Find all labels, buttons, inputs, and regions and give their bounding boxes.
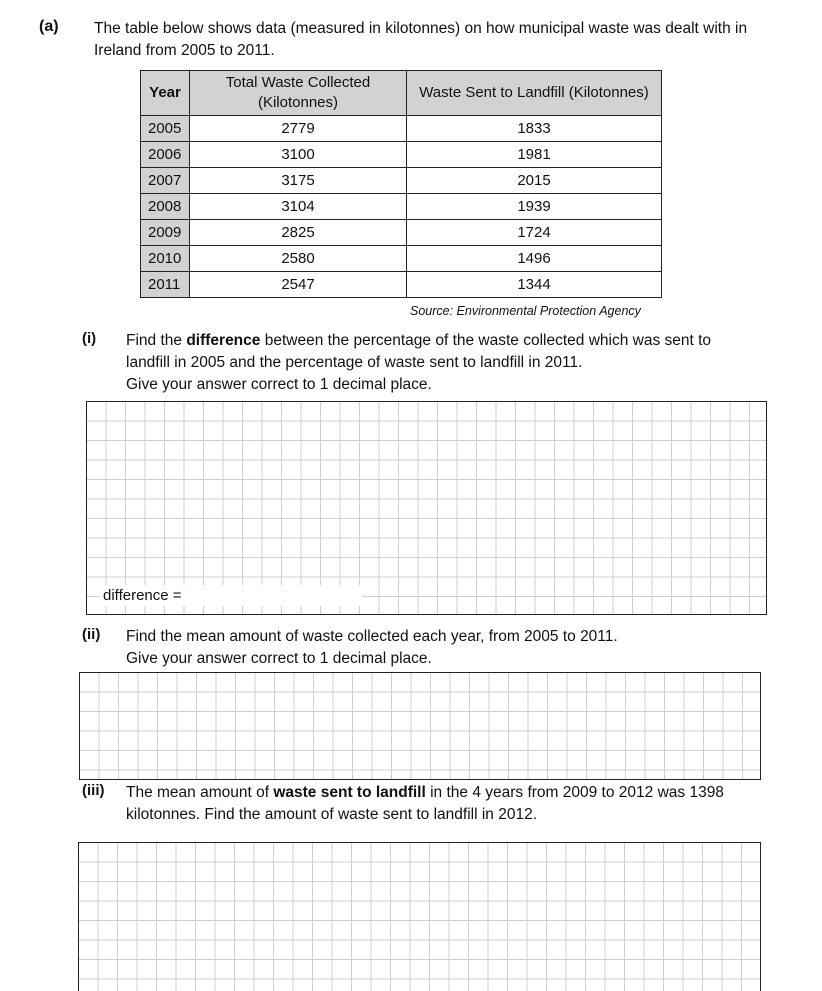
landfill-cell: 1496 (407, 246, 662, 272)
question-i-bold: difference (186, 332, 261, 349)
header-total-waste: Total Waste Collected (Kilotonnes) (190, 71, 407, 116)
part-label: (a) (39, 18, 59, 35)
table-row (141, 194, 662, 220)
question-i-text (126, 330, 746, 396)
total-waste-cell: 2547 (190, 272, 407, 298)
answer-box-i[interactable] (86, 401, 767, 615)
header-landfill: Waste Sent to Landfill (Kilotonnes) (407, 71, 662, 116)
landfill-cell: 1344 (407, 272, 662, 298)
question-iii-bold: waste sent to landfill (273, 784, 426, 801)
waste-data-table (140, 70, 662, 298)
year-cell: 2006 (141, 142, 190, 168)
year-cell: 2009 (141, 220, 190, 246)
question-iii-text (126, 782, 726, 826)
year-cell: 2007 (141, 168, 190, 194)
year-cell: 2008 (141, 194, 190, 220)
header-year: Year (141, 71, 190, 116)
landfill-cell: 2015 (407, 168, 662, 194)
question-i-line2: Give your answer correct to 1 decimal place. (126, 376, 432, 393)
question-iii-label: (iii) (82, 782, 105, 799)
table-row (141, 220, 662, 246)
table-row (141, 142, 662, 168)
question-ii-line2: Give your answer correct to 1 decimal place. (126, 650, 432, 667)
landfill-cell: 1724 (407, 220, 662, 246)
question-i-text-before: Find the (126, 332, 187, 349)
difference-answer-label: difference = (99, 585, 362, 606)
landfill-cell: 1833 (407, 116, 662, 142)
question-ii-text (126, 626, 746, 670)
answer-box-iii[interactable] (78, 842, 761, 991)
table-row (141, 116, 662, 142)
total-waste-cell: 3100 (190, 142, 407, 168)
table-row (141, 272, 662, 298)
question-iii-text-before: The mean amount of (126, 784, 274, 801)
table-row (141, 246, 662, 272)
year-cell: 2005 (141, 116, 190, 142)
table-source: Source: Environmental Protection Agency (410, 304, 641, 318)
table-header-row (141, 71, 662, 116)
total-waste-cell: 3175 (190, 168, 407, 194)
landfill-cell: 1939 (407, 194, 662, 220)
intro-text: The table below shows data (measured in kilotonnes) on how municipal waste was dealt with in Ireland from 2005 to 2011. (94, 20, 748, 59)
landfill-cell: 1981 (407, 142, 662, 168)
year-cell: 2011 (141, 272, 190, 298)
question-i-label: (i) (82, 330, 97, 347)
answer-box-ii[interactable] (79, 672, 761, 780)
total-waste-cell: 2779 (190, 116, 407, 142)
question-ii-line1: Find the mean amount of waste collected each year, from 2005 to 2011. (126, 628, 618, 645)
question-ii-label: (ii) (82, 626, 101, 643)
table-row (141, 168, 662, 194)
question-iii-text-after: in the 4 years from 2009 to 2012 was 1398 kilotonnes. Find the amount of waste sent to landfill in 2012. (126, 784, 724, 823)
total-waste-cell: 3104 (190, 194, 407, 220)
total-waste-cell: 2825 (190, 220, 407, 246)
total-waste-cell: 2580 (190, 246, 407, 272)
year-cell: 2010 (141, 246, 190, 272)
question-i-text-after: between the percentage of the waste collected which was sent to landfill in 2005 and the percentage of waste sent to landfill in 2011. (126, 332, 712, 371)
